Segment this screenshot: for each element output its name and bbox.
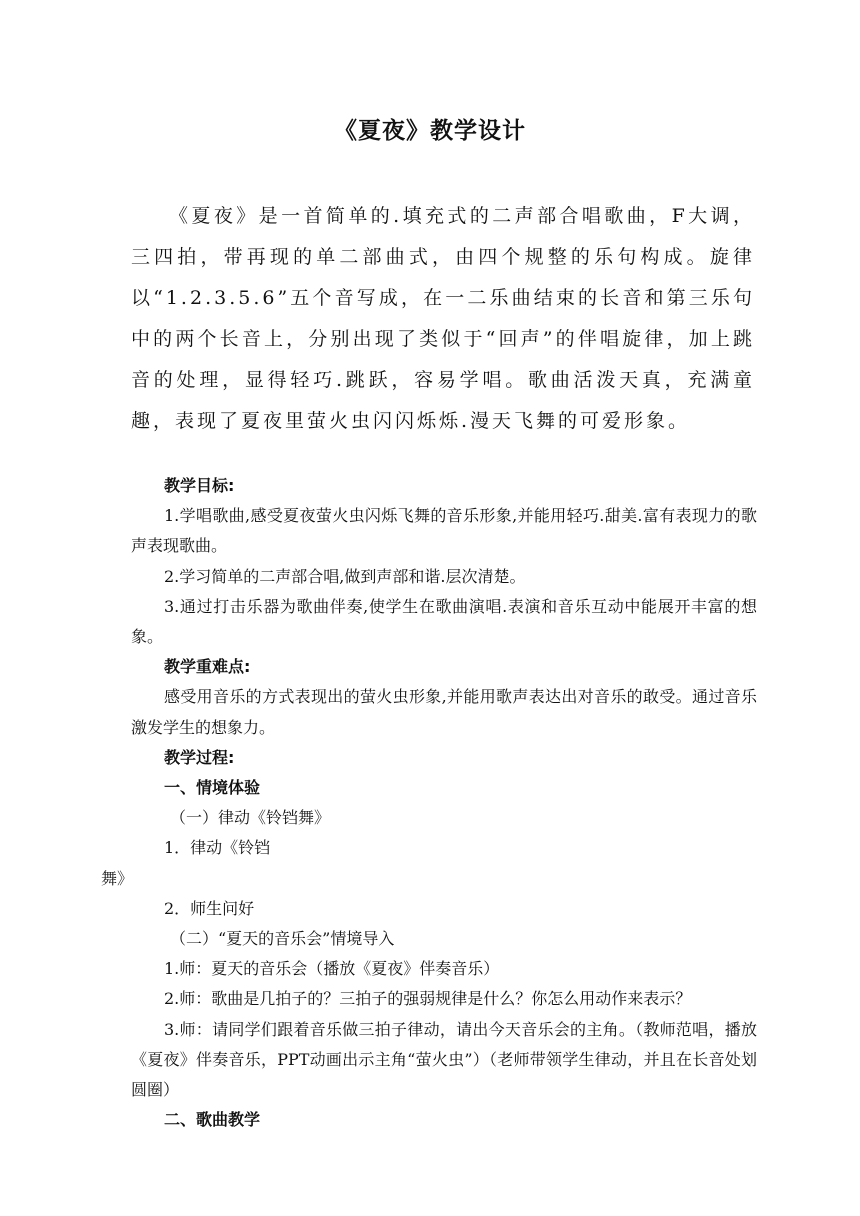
subsection-heading: （一）律动《铃铛舞》 — [170, 808, 331, 828]
process-heading: 教学过程: — [164, 747, 235, 767]
lesson-body — [101, 471, 757, 1135]
intro-section — [131, 196, 755, 442]
process-item: 2．师生问好 — [164, 898, 255, 918]
difficulty-text: 感受用音乐的方式表现出的萤火虫形象,并能用歌声表达出对音乐的敢受。通过音乐激发学生的想象力。 — [131, 687, 757, 737]
subsection-heading: （二）“夏天的音乐会”情境导入 — [170, 929, 395, 949]
process-item: 1.师：夏天的音乐会（播放《夏夜》伴奏音乐） — [164, 959, 500, 979]
intro-paragraph: 《夏夜》是一首简单的.填充式的二声部合唱歌曲，F大调，三四拍，带再现的单二部曲式，由四个规整的乐句构成。旋律以“1.2.3.5.6”五个音写成，在一二乐曲结束的长音和第三乐句中的两个长音上，分别出现了类似于“回声”的伴唱旋律，加上跳音的处理，显得轻巧.跳跃，容易学唱。歌曲活泼天真，充满童趣，表现了夏夜里萤火虫闪闪烁烁.漫天飞舞的可爱形象。 — [131, 205, 755, 432]
goal-item: 3.通过打击乐器为歌曲伴奏,使学生在歌曲演唱.表演和音乐互动中能展开丰富的想象。 — [131, 596, 757, 647]
page-title: 《夏夜》教学设计 — [334, 118, 526, 144]
process-item-continuation: 舞》 — [101, 868, 134, 888]
section-heading: 一、情境体验 — [164, 778, 261, 798]
difficulty-heading: 教学重难点: — [164, 657, 251, 677]
goals-heading: 教学目标: — [164, 476, 235, 495]
section-heading: 二、歌曲教学 — [164, 1110, 261, 1130]
process-item: 3.师：请同学们跟着音乐做三拍子律动，请出今天音乐会的主角。（教师范唱，播放《夏夜》伴奏音乐，PPT动画出示主角“萤火虫”）（老师带领学生律动，并且在长音处划圆圈） — [131, 1019, 757, 1100]
process-item: 2.师：歌曲是几拍子的？三拍子的强弱规律是什么？你怎么用动作来表示？ — [164, 989, 692, 1009]
process-item: 1．律动《铃铛 — [164, 838, 271, 858]
goal-item: 1.学唱歌曲,感受夏夜萤火虫闪烁飞舞的音乐形象,并能用轻巧.甜美.富有表现力的歌声表现歌曲。 — [131, 506, 757, 556]
goal-item: 2.学习简单的二声部合唱,做到声部和谐.层次清楚。 — [164, 566, 526, 586]
